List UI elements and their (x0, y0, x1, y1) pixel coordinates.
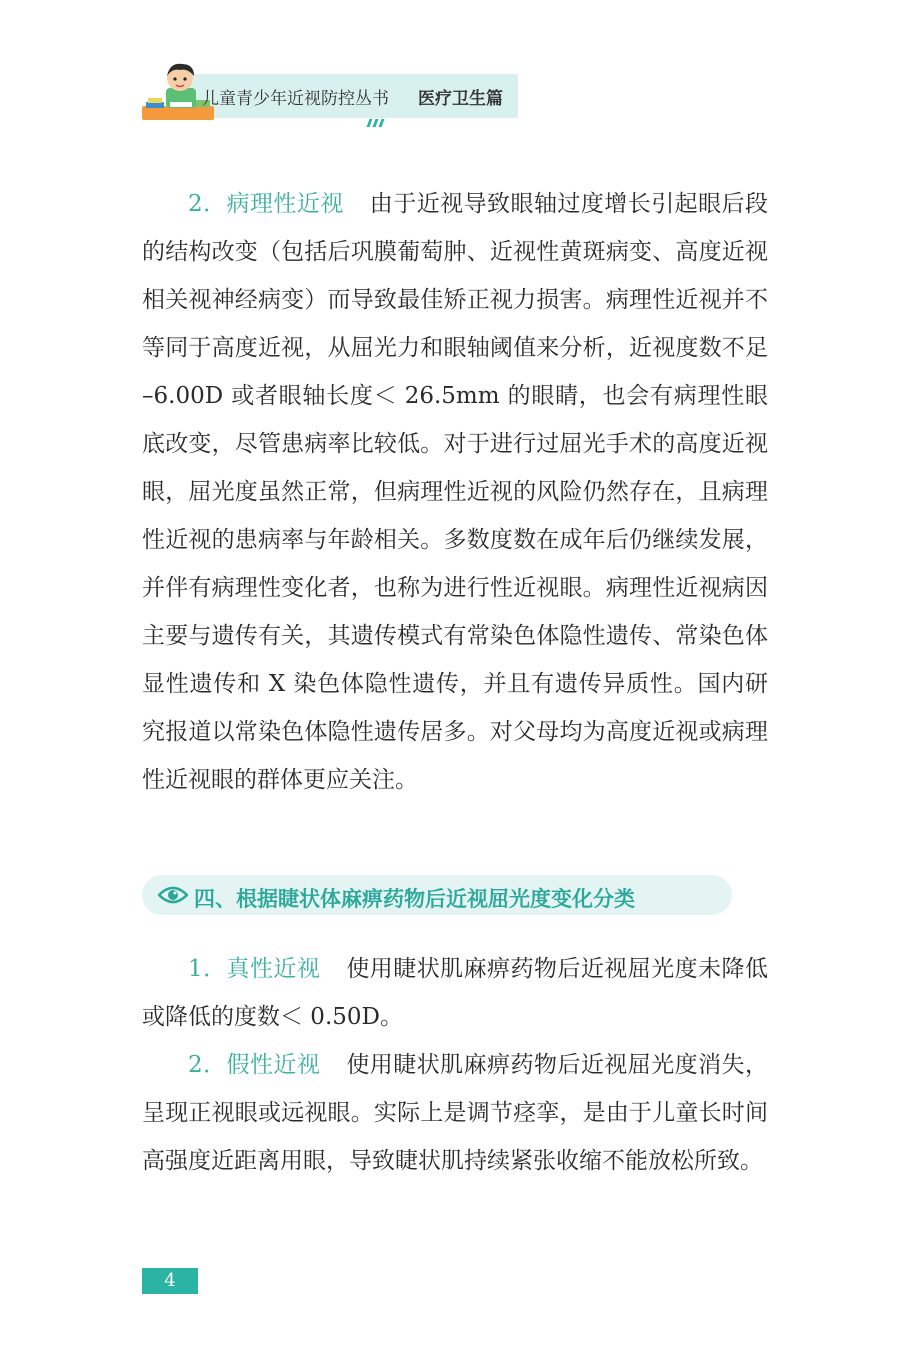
body-text-section-a (142, 180, 768, 804)
paragraph-pathological-myopia (142, 180, 768, 804)
true-myopia-text: 使用睫状肌麻痹药物后近视屈光度未降低或降低的度数＜ 0.50D。 (142, 956, 769, 1030)
header-stripes-decoration (368, 114, 394, 122)
section-heading: 四、根据睫状体麻痹药物后近视屈光度变化分类 (194, 887, 635, 911)
term-true-myopia: 1．真性近视 (188, 956, 321, 982)
series-title: 儿童青少年近视防控丛书 (202, 89, 389, 109)
paragraph-true-myopia (142, 945, 768, 1041)
body-text-section-b (142, 945, 768, 1185)
pathological-myopia-text: 由于近视导致眼轴过度增长引起眼后段的结构改变（包括后巩膜葡萄肿、近视性黄斑病变、高度近视相关视神经病变）而导致最佳矫正视力损害。病理性近视并不等同于高度近视，从屈光力和眼轴阈值来分析，近视度数不足 –6.00D 或者眼轴长度＜ 26.5mm 的眼睛，也会有病理性眼底改变，尽管患病率比较低。对于进行过屈光手术的高度近视眼，屈光度虽然正常，但病理性近视的风险仍然存在，且病理性近视的患病率与年龄相关。多数度数在成年后仍继续发展，并伴有病理性变化者，也称为进行性近视眼。病理性近视病因主要与遗传有关，其遗传模式有常染色体隐性遗传、常染色体显性遗传和 X 染色体隐性遗传，并且有遗传异质性。国内研究报道以常染色体隐性遗传居多。对父母均为高度近视或病理性近视眼的群体更应关注。 (142, 191, 769, 793)
term-pseudo-myopia: 2．假性近视 (188, 1052, 321, 1078)
eye-icon (158, 884, 188, 906)
paragraph-pseudo-myopia (142, 1041, 768, 1185)
volume-title: 医疗卫生篇 (418, 89, 503, 109)
running-header (140, 58, 520, 124)
pseudo-myopia-text: 使用睫状肌麻痹药物后近视屈光度消失，呈现正视眼或远视眼。实际上是调节痉挛，是由于儿童长时间高强度近距离用眼，导致睫状肌持续紧张收缩不能放松所致。 (142, 1052, 769, 1174)
section-heading-bar (142, 875, 732, 915)
page-number: 4 (142, 1268, 198, 1294)
term-pathological-myopia: 2．病理性近视 (188, 191, 344, 217)
